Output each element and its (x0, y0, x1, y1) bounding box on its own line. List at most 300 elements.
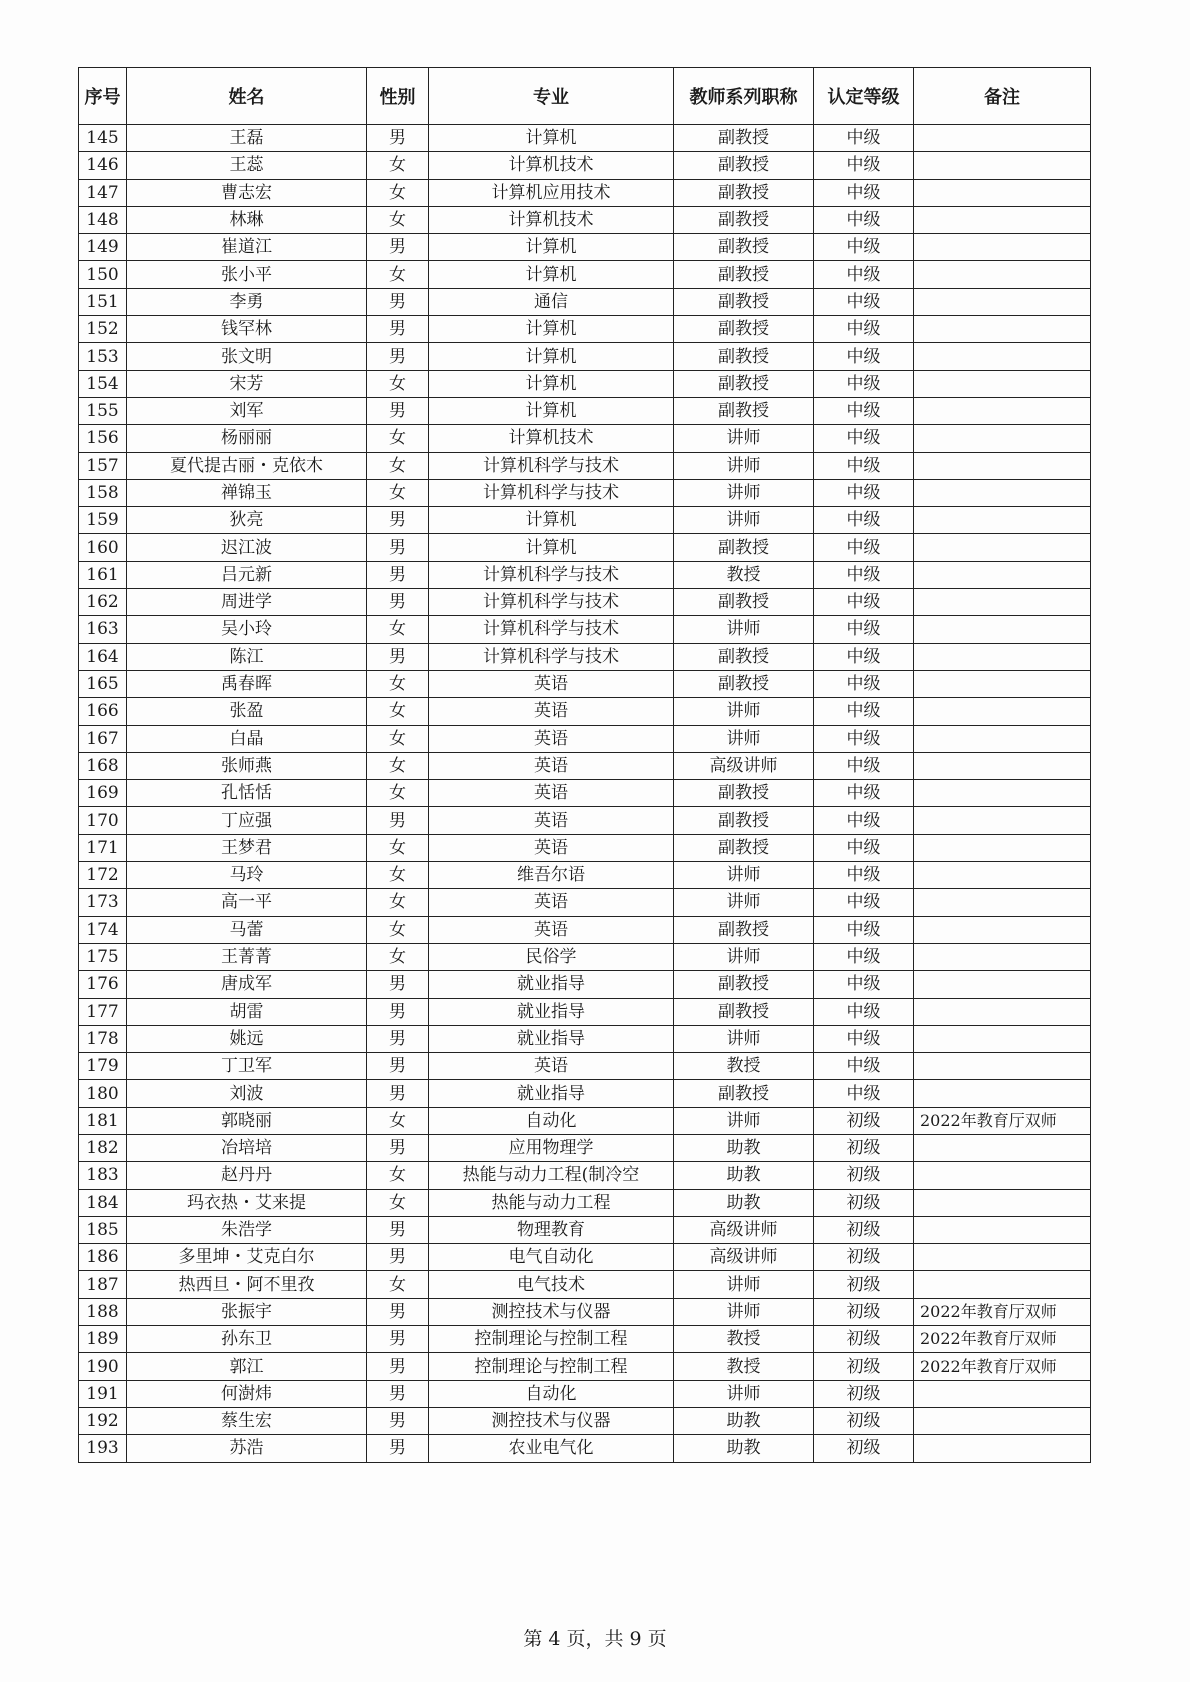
cell-index: 155 (79, 397, 127, 424)
table-row (79, 397, 1091, 424)
cell-gender: 女 (367, 916, 429, 943)
cell-index: 145 (79, 125, 127, 152)
cell-remarks (914, 1162, 1091, 1189)
table-row (79, 507, 1091, 534)
cell-gender: 女 (367, 1162, 429, 1189)
table-row (79, 1353, 1091, 1380)
cell-gender: 女 (367, 261, 429, 288)
cell-title: 讲师 (674, 698, 814, 725)
cell-remarks (914, 1407, 1091, 1434)
cell-remarks (914, 1053, 1091, 1080)
cell-gender: 女 (367, 889, 429, 916)
cell-title: 副教授 (674, 670, 814, 697)
cell-level: 初级 (814, 1134, 914, 1161)
table-row (79, 589, 1091, 616)
cell-index: 182 (79, 1134, 127, 1161)
table-row (79, 452, 1091, 479)
cell-gender: 女 (367, 1271, 429, 1298)
table-row (79, 1053, 1091, 1080)
table-row (79, 807, 1091, 834)
cell-major: 计算机 (429, 234, 674, 261)
table-row (79, 1216, 1091, 1243)
cell-major: 通信 (429, 288, 674, 315)
cell-major: 计算机科学与技术 (429, 452, 674, 479)
cell-remarks (914, 507, 1091, 534)
cell-name: 王梦君 (127, 834, 367, 861)
cell-title: 讲师 (674, 452, 814, 479)
cell-name: 钱罕林 (127, 316, 367, 343)
cell-level: 中级 (814, 206, 914, 233)
cell-name: 郭江 (127, 1353, 367, 1380)
cell-title: 副教授 (674, 643, 814, 670)
cell-title: 讲师 (674, 1271, 814, 1298)
cell-index: 187 (79, 1271, 127, 1298)
cell-index: 171 (79, 834, 127, 861)
cell-remarks (914, 288, 1091, 315)
cell-level: 初级 (814, 1407, 914, 1434)
cell-name: 迟江波 (127, 534, 367, 561)
cell-major: 就业指导 (429, 971, 674, 998)
cell-name: 禅锦玉 (127, 479, 367, 506)
cell-index: 157 (79, 452, 127, 479)
cell-name: 高一平 (127, 889, 367, 916)
cell-gender: 女 (367, 152, 429, 179)
cell-title: 讲师 (674, 1107, 814, 1134)
cell-index: 192 (79, 1407, 127, 1434)
cell-name: 王菁菁 (127, 943, 367, 970)
cell-title: 讲师 (674, 507, 814, 534)
table-row (79, 616, 1091, 643)
cell-title: 副教授 (674, 261, 814, 288)
cell-title: 讲师 (674, 1298, 814, 1325)
cell-remarks (914, 179, 1091, 206)
cell-title: 讲师 (674, 479, 814, 506)
cell-gender: 女 (367, 206, 429, 233)
cell-major: 自动化 (429, 1107, 674, 1134)
table-body (79, 125, 1091, 1463)
table-row (79, 943, 1091, 970)
cell-major: 计算机 (429, 397, 674, 424)
cell-index: 152 (79, 316, 127, 343)
table-row (79, 152, 1091, 179)
cell-major: 就业指导 (429, 998, 674, 1025)
cell-index: 148 (79, 206, 127, 233)
cell-major: 测控技术与仪器 (429, 1298, 674, 1325)
table-row (79, 179, 1091, 206)
cell-gender: 男 (367, 1244, 429, 1271)
cell-index: 154 (79, 370, 127, 397)
cell-name: 丁卫军 (127, 1053, 367, 1080)
cell-major: 自动化 (429, 1380, 674, 1407)
cell-remarks (914, 971, 1091, 998)
cell-remarks (914, 534, 1091, 561)
cell-remarks (914, 862, 1091, 889)
cell-level: 中级 (814, 780, 914, 807)
cell-level: 中级 (814, 234, 914, 261)
cell-major: 英语 (429, 752, 674, 779)
table-row (79, 561, 1091, 588)
cell-title: 副教授 (674, 397, 814, 424)
cell-index: 193 (79, 1435, 127, 1462)
cell-title: 副教授 (674, 834, 814, 861)
cell-major: 英语 (429, 780, 674, 807)
cell-index: 150 (79, 261, 127, 288)
cell-major: 计算机科学与技术 (429, 643, 674, 670)
cell-index: 181 (79, 1107, 127, 1134)
cell-level: 中级 (814, 752, 914, 779)
cell-major: 计算机 (429, 261, 674, 288)
cell-remarks (914, 316, 1091, 343)
cell-remarks (914, 234, 1091, 261)
cell-level: 中级 (814, 862, 914, 889)
table-row (79, 1435, 1091, 1462)
cell-major: 英语 (429, 889, 674, 916)
cell-title: 副教授 (674, 534, 814, 561)
cell-major: 计算机 (429, 507, 674, 534)
cell-level: 中级 (814, 1025, 914, 1052)
cell-title: 助教 (674, 1435, 814, 1462)
cell-gender: 女 (367, 179, 429, 206)
cell-gender: 男 (367, 1326, 429, 1353)
cell-remarks (914, 1189, 1091, 1216)
cell-major: 计算机科学与技术 (429, 616, 674, 643)
cell-remarks (914, 998, 1091, 1025)
cell-index: 153 (79, 343, 127, 370)
cell-major: 农业电气化 (429, 1435, 674, 1462)
table-row (79, 479, 1091, 506)
cell-title: 副教授 (674, 152, 814, 179)
cell-level: 初级 (814, 1107, 914, 1134)
header-index: 序号 (79, 68, 127, 125)
table-row (79, 1134, 1091, 1161)
page-number: 第 4 页，共 9 页 (523, 1628, 667, 1650)
cell-name: 刘军 (127, 397, 367, 424)
cell-index: 183 (79, 1162, 127, 1189)
cell-name: 张小平 (127, 261, 367, 288)
cell-name: 热西旦・阿不里孜 (127, 1271, 367, 1298)
cell-index: 179 (79, 1053, 127, 1080)
cell-index: 166 (79, 698, 127, 725)
cell-level: 初级 (814, 1298, 914, 1325)
cell-title: 讲师 (674, 862, 814, 889)
cell-major: 英语 (429, 725, 674, 752)
table-row (79, 316, 1091, 343)
cell-major: 控制理论与控制工程 (429, 1326, 674, 1353)
cell-remarks (914, 479, 1091, 506)
cell-index: 186 (79, 1244, 127, 1271)
table-row (79, 534, 1091, 561)
cell-remarks (914, 261, 1091, 288)
cell-gender: 女 (367, 752, 429, 779)
cell-title: 副教授 (674, 916, 814, 943)
cell-major: 计算机科学与技术 (429, 479, 674, 506)
cell-level: 中级 (814, 834, 914, 861)
cell-remarks (914, 1271, 1091, 1298)
cell-gender: 女 (367, 370, 429, 397)
table-row (79, 643, 1091, 670)
cell-index: 149 (79, 234, 127, 261)
cell-title: 助教 (674, 1407, 814, 1434)
cell-level: 中级 (814, 1053, 914, 1080)
cell-major: 物理教育 (429, 1216, 674, 1243)
table-row (79, 1244, 1091, 1271)
cell-major: 计算机技术 (429, 425, 674, 452)
cell-index: 184 (79, 1189, 127, 1216)
cell-remarks (914, 698, 1091, 725)
cell-title: 助教 (674, 1189, 814, 1216)
cell-remarks (914, 425, 1091, 452)
cell-name: 曹志宏 (127, 179, 367, 206)
cell-level: 中级 (814, 943, 914, 970)
cell-remarks (914, 1216, 1091, 1243)
cell-index: 158 (79, 479, 127, 506)
cell-name: 郭晓丽 (127, 1107, 367, 1134)
header-level: 认定等级 (814, 68, 914, 125)
cell-title: 副教授 (674, 780, 814, 807)
cell-level: 中级 (814, 534, 914, 561)
cell-gender: 男 (367, 1216, 429, 1243)
cell-major: 英语 (429, 670, 674, 697)
cell-gender: 女 (367, 862, 429, 889)
cell-major: 计算机 (429, 343, 674, 370)
cell-gender: 男 (367, 971, 429, 998)
cell-name: 苏浩 (127, 1435, 367, 1462)
cell-remarks (914, 370, 1091, 397)
cell-gender: 男 (367, 643, 429, 670)
table-row (79, 261, 1091, 288)
cell-name: 白晶 (127, 725, 367, 752)
cell-gender: 女 (367, 452, 429, 479)
cell-level: 中级 (814, 670, 914, 697)
cell-major: 计算机科学与技术 (429, 589, 674, 616)
cell-remarks (914, 206, 1091, 233)
cell-index: 161 (79, 561, 127, 588)
cell-remarks (914, 616, 1091, 643)
cell-gender: 男 (367, 125, 429, 152)
cell-name: 张盈 (127, 698, 367, 725)
cell-index: 176 (79, 971, 127, 998)
cell-level: 中级 (814, 261, 914, 288)
cell-level: 中级 (814, 452, 914, 479)
cell-index: 165 (79, 670, 127, 697)
header-major: 专业 (429, 68, 674, 125)
cell-major: 就业指导 (429, 1025, 674, 1052)
table-row (79, 1189, 1091, 1216)
cell-major: 英语 (429, 698, 674, 725)
cell-remarks: 2022年教育厅双师 (914, 1107, 1091, 1134)
cell-level: 中级 (814, 725, 914, 752)
cell-index: 173 (79, 889, 127, 916)
table-row (79, 971, 1091, 998)
cell-major: 计算机技术 (429, 206, 674, 233)
cell-title: 副教授 (674, 288, 814, 315)
cell-gender: 男 (367, 1380, 429, 1407)
cell-level: 中级 (814, 1080, 914, 1107)
cell-gender: 男 (367, 1080, 429, 1107)
cell-gender: 男 (367, 1134, 429, 1161)
cell-level: 中级 (814, 343, 914, 370)
cell-index: 190 (79, 1353, 127, 1380)
table-row (79, 834, 1091, 861)
cell-level: 中级 (814, 288, 914, 315)
cell-name: 蔡生宏 (127, 1407, 367, 1434)
cell-title: 教授 (674, 1053, 814, 1080)
cell-name: 李勇 (127, 288, 367, 315)
cell-level: 中级 (814, 152, 914, 179)
cell-major: 计算机 (429, 370, 674, 397)
cell-gender: 男 (367, 507, 429, 534)
cell-title: 副教授 (674, 125, 814, 152)
cell-major: 计算机应用技术 (429, 179, 674, 206)
table-row (79, 1380, 1091, 1407)
cell-title: 讲师 (674, 943, 814, 970)
cell-gender: 女 (367, 1189, 429, 1216)
cell-gender: 男 (367, 1353, 429, 1380)
cell-title: 教授 (674, 561, 814, 588)
cell-name: 吕元新 (127, 561, 367, 588)
cell-major: 应用物理学 (429, 1134, 674, 1161)
table-row (79, 1407, 1091, 1434)
cell-gender: 男 (367, 561, 429, 588)
table-row (79, 698, 1091, 725)
cell-title: 高级讲师 (674, 1216, 814, 1243)
cell-gender: 女 (367, 834, 429, 861)
cell-gender: 男 (367, 807, 429, 834)
cell-name: 刘波 (127, 1080, 367, 1107)
cell-gender: 男 (367, 589, 429, 616)
cell-level: 中级 (814, 698, 914, 725)
cell-gender: 男 (367, 1407, 429, 1434)
cell-level: 初级 (814, 1380, 914, 1407)
cell-title: 副教授 (674, 316, 814, 343)
cell-title: 副教授 (674, 589, 814, 616)
cell-index: 174 (79, 916, 127, 943)
cell-title: 副教授 (674, 179, 814, 206)
cell-index: 167 (79, 725, 127, 752)
cell-name: 王蕊 (127, 152, 367, 179)
cell-name: 朱浩学 (127, 1216, 367, 1243)
cell-level: 中级 (814, 589, 914, 616)
cell-title: 讲师 (674, 889, 814, 916)
cell-gender: 男 (367, 1298, 429, 1325)
cell-level: 中级 (814, 561, 914, 588)
cell-gender: 男 (367, 1053, 429, 1080)
cell-index: 185 (79, 1216, 127, 1243)
cell-name: 张师燕 (127, 752, 367, 779)
cell-name: 马玲 (127, 862, 367, 889)
cell-level: 中级 (814, 397, 914, 424)
cell-major: 民俗学 (429, 943, 674, 970)
cell-remarks (914, 1080, 1091, 1107)
table-row (79, 752, 1091, 779)
cell-name: 孙东卫 (127, 1326, 367, 1353)
cell-index: 151 (79, 288, 127, 315)
table-header-row (79, 68, 1091, 125)
cell-index: 177 (79, 998, 127, 1025)
table-row (79, 916, 1091, 943)
cell-remarks (914, 670, 1091, 697)
cell-name: 冶培培 (127, 1134, 367, 1161)
cell-index: 147 (79, 179, 127, 206)
cell-name: 何澍炜 (127, 1380, 367, 1407)
cell-remarks (914, 152, 1091, 179)
cell-gender: 男 (367, 234, 429, 261)
cell-title: 副教授 (674, 807, 814, 834)
cell-index: 188 (79, 1298, 127, 1325)
header-gender: 性别 (367, 68, 429, 125)
cell-name: 周进学 (127, 589, 367, 616)
cell-major: 计算机 (429, 316, 674, 343)
cell-major: 计算机技术 (429, 152, 674, 179)
cell-title: 副教授 (674, 370, 814, 397)
cell-level: 中级 (814, 916, 914, 943)
table-row (79, 889, 1091, 916)
table-row (79, 1271, 1091, 1298)
cell-level: 初级 (814, 1162, 914, 1189)
cell-title: 讲师 (674, 425, 814, 452)
table-row (79, 1107, 1091, 1134)
cell-remarks (914, 889, 1091, 916)
cell-level: 中级 (814, 125, 914, 152)
cell-remarks (914, 125, 1091, 152)
cell-level: 初级 (814, 1271, 914, 1298)
cell-major: 英语 (429, 916, 674, 943)
cell-title: 副教授 (674, 998, 814, 1025)
table-row (79, 206, 1091, 233)
cell-level: 初级 (814, 1216, 914, 1243)
cell-major: 计算机 (429, 534, 674, 561)
cell-title: 讲师 (674, 616, 814, 643)
cell-remarks (914, 725, 1091, 752)
cell-title: 助教 (674, 1134, 814, 1161)
table-row (79, 1326, 1091, 1353)
cell-index: 189 (79, 1326, 127, 1353)
cell-remarks (914, 1380, 1091, 1407)
cell-level: 中级 (814, 889, 914, 916)
cell-title: 高级讲师 (674, 1244, 814, 1271)
cell-major: 测控技术与仪器 (429, 1407, 674, 1434)
cell-title: 助教 (674, 1162, 814, 1189)
cell-major: 英语 (429, 834, 674, 861)
cell-name: 王磊 (127, 125, 367, 152)
cell-name: 陈江 (127, 643, 367, 670)
cell-title: 讲师 (674, 725, 814, 752)
cell-remarks (914, 1134, 1091, 1161)
table-row (79, 1080, 1091, 1107)
cell-major: 维吾尔语 (429, 862, 674, 889)
cell-level: 初级 (814, 1189, 914, 1216)
cell-title: 副教授 (674, 343, 814, 370)
cell-major: 电气技术 (429, 1271, 674, 1298)
cell-major: 英语 (429, 807, 674, 834)
cell-index: 170 (79, 807, 127, 834)
cell-gender: 女 (367, 1107, 429, 1134)
cell-remarks (914, 916, 1091, 943)
cell-remarks (914, 343, 1091, 370)
cell-gender: 女 (367, 670, 429, 697)
cell-remarks (914, 943, 1091, 970)
cell-level: 初级 (814, 1353, 914, 1380)
cell-level: 中级 (814, 507, 914, 534)
cell-remarks (914, 589, 1091, 616)
cell-remarks (914, 1435, 1091, 1462)
cell-major: 就业指导 (429, 1080, 674, 1107)
cell-name: 宋芳 (127, 370, 367, 397)
cell-title: 讲师 (674, 1025, 814, 1052)
cell-gender: 女 (367, 943, 429, 970)
table-row (79, 370, 1091, 397)
cell-level: 中级 (814, 370, 914, 397)
